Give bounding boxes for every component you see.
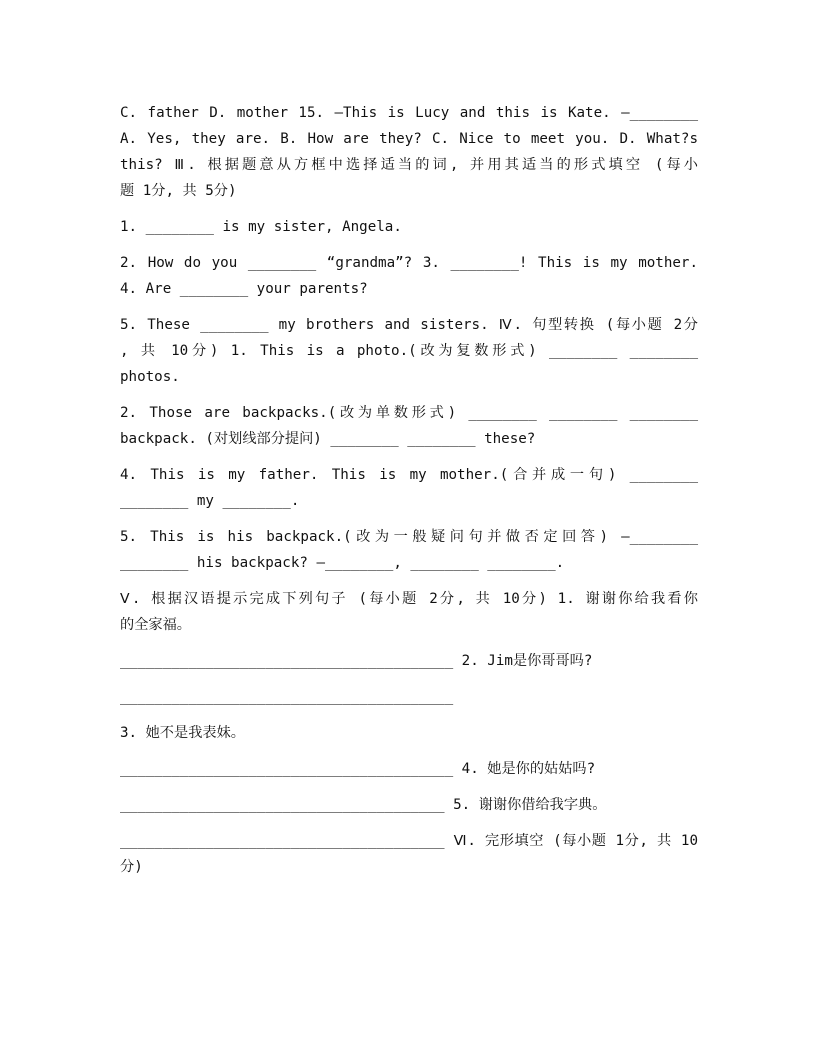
document-page (120, 100, 698, 890)
text-line: 2. Those are backpacks.(改为单数形式) ________ ________ ________ (120, 405, 698, 421)
text-line: _______________________________________ 2. Jim是你哥哥吗? (120, 653, 593, 669)
paragraph (120, 586, 698, 638)
paragraph (120, 214, 698, 240)
text-line: 5. These ________ my brothers and sisters. Ⅳ. 句型转换 (每小题 2分 (120, 317, 698, 333)
paragraph (120, 792, 698, 818)
paragraph (120, 100, 698, 204)
paragraph (120, 720, 698, 746)
text-line: 题 1分, 共 5分) (120, 183, 237, 199)
paragraph (120, 312, 698, 390)
text-line: backpack. (对划线部分提问) ________ ________ these? (120, 431, 536, 447)
text-line: 4. This is my father. This is my mother.(合并成一句) ________ (120, 467, 698, 483)
text-line: Ⅴ. 根据汉语提示完成下列句子 (每小题 2分, 共 10分) 1. 谢谢你给我看你 (120, 591, 698, 607)
paragraph (120, 400, 698, 452)
paragraph (120, 250, 698, 302)
text-line: this? Ⅲ. 根据题意从方框中选择适当的词, 并用其适当的形式填空 (每小 (120, 157, 698, 173)
text-line: ________ his backpack? —________, ________ ________. (120, 555, 565, 571)
text-line: ______________________________________ Ⅵ. 完形填空 (每小题 1分, 共 10 (120, 833, 698, 849)
text-line: photos. (120, 369, 180, 385)
text-line: 3. 她不是我表妹。 (120, 725, 245, 741)
paragraph (120, 684, 698, 710)
paragraph (120, 648, 698, 674)
paragraph (120, 462, 698, 514)
paragraph (120, 756, 698, 782)
text-line: _______________________________________ 4. 她是你的姑姑吗? (120, 761, 596, 777)
text-line: A. Yes, they are. B. How are they? C. Nice to meet you. D. What?s (120, 131, 698, 147)
text-line: ________ my ________. (120, 493, 300, 509)
text-line: 的全家福。 (120, 617, 191, 633)
text-line: 4. Are ________ your parents? (120, 281, 368, 297)
paragraph (120, 524, 698, 576)
text-line: 1. ________ is my sister, Angela. (120, 219, 402, 235)
paragraph (120, 828, 698, 880)
text-line: _______________________________________ (120, 689, 454, 705)
text-line: C. father D. mother 15. —This is Lucy and this is Kate. —________ (120, 105, 698, 121)
text-line: , 共 10分) 1. This is a photo.(改为复数形式) ________ ________ (120, 343, 698, 359)
text-line: ______________________________________ 5. 谢谢你借给我字典。 (120, 797, 607, 813)
text-line: 5. This is his backpack.(改为一般疑问句并做否定回答) —________ (120, 529, 698, 545)
text-line: 分) (120, 859, 143, 875)
text-line: 2. How do you ________ “grandma”? 3. ________! This is my mother. (120, 255, 698, 271)
